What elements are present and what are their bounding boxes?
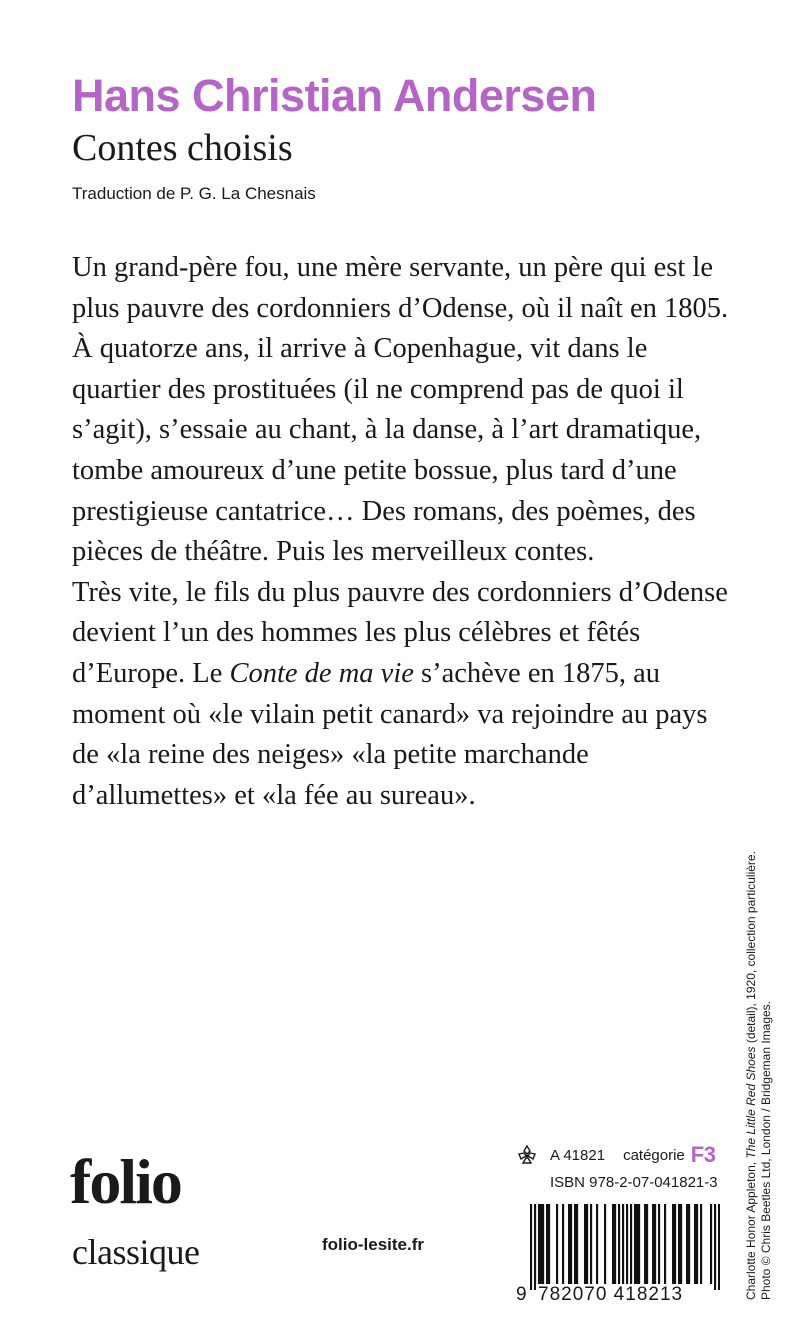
barcode-bar (612, 1204, 614, 1284)
barcode-bar (614, 1204, 616, 1284)
barcode-bar (618, 1204, 620, 1284)
isbn-number: ISBN 978-2-07-041821-3 (550, 1174, 718, 1191)
barcode-bar (576, 1204, 578, 1284)
barcode-bar (630, 1204, 632, 1284)
barcode-bar (568, 1204, 570, 1284)
barcode-bar (556, 1204, 558, 1284)
gallimard-flower-icon (516, 1144, 538, 1166)
barcode-bar (714, 1204, 716, 1290)
credit-line-1-end: (detail), 1920, collection particulière. (744, 851, 758, 1047)
book-codes-block (516, 1142, 721, 1305)
barcode-bar (710, 1204, 712, 1284)
barcode-bar (696, 1204, 698, 1284)
barcode-bar (562, 1204, 564, 1284)
blurb-paragraph-2 (72, 573, 732, 817)
back-cover-blurb (72, 248, 732, 816)
catalog-row (516, 1142, 721, 1168)
barcode-bar (546, 1204, 548, 1284)
category-value: F3 (690, 1142, 716, 1167)
barcode-bar (688, 1204, 690, 1284)
barcode-bar (548, 1204, 550, 1284)
catalog-number: A 41821 (550, 1146, 606, 1164)
blurb-paragraph-1: Un grand-père fou, une mère servante, un père qui est le plus pauvre des cordonniers d’Odense, où il naît en 1805. À quatorze ans, il arrive à Copenhague, vit dans le quartier des prostituées (il ne comprend pas de quoi il s’agit), s’essaie au chant, à la danse, à l’art dramatique, tombe amoureux d’une petite bossue, plus tard d’une prestigieuse cantatrice… Des romans, des poèmes, des pièces de théâtre. Puis les merveilleux contes. (72, 252, 729, 568)
barcode-bar (646, 1204, 648, 1284)
folio-logo-text: folio (70, 1146, 181, 1217)
barcode-bar (654, 1204, 656, 1284)
barcode-bar (604, 1204, 606, 1284)
classique-logo-text: classique (72, 1232, 200, 1272)
barcode-bar (534, 1204, 536, 1290)
barcode-bar (672, 1204, 674, 1284)
barcode-bar (542, 1204, 544, 1284)
blurb-italic-title: Conte de ma vie (229, 657, 414, 689)
translator-credit: Traduction de P. G. La Chesnais (72, 184, 316, 203)
barcode-bar (664, 1204, 666, 1284)
book-title: Contes choisis (72, 127, 293, 169)
barcode-first-digit: 9 (516, 1284, 528, 1305)
barcode-bar (574, 1204, 576, 1284)
barcode-bar (584, 1204, 586, 1284)
barcode-bar (718, 1204, 720, 1290)
publisher-website-link[interactable]: folio-lesite.fr (322, 1235, 425, 1254)
barcode-bar (694, 1204, 696, 1284)
barcode-bar (530, 1204, 532, 1290)
author-name: Hans Christian Andersen (72, 70, 597, 121)
credit-line-1 (744, 780, 759, 1300)
barcode-bar (540, 1204, 542, 1284)
barcode-bar (586, 1204, 588, 1284)
barcode-bar (644, 1204, 646, 1284)
barcode-bar (700, 1204, 702, 1284)
cover-image-credit (744, 780, 784, 1300)
barcode-bar (570, 1204, 572, 1284)
barcode-bar (622, 1204, 624, 1290)
barcode-bar (674, 1204, 676, 1284)
credit-line-1-start: Charlotte Honor Appleton, (744, 1158, 758, 1300)
barcode-bar (590, 1204, 592, 1284)
barcode (516, 1204, 721, 1319)
barcode-bar (638, 1204, 640, 1284)
category-label: catégorie (623, 1146, 685, 1164)
barcode-bar (652, 1204, 654, 1284)
blurb-paragraph-2-end: s’achève en 1875, au moment où «le vilain petit canard» va rejoindre au pays de «la reine des neiges» «la petite marchande d’allumettes» et «la fée au sureau». (72, 657, 708, 811)
barcode-remaining-digits: 782070 418213 (538, 1284, 684, 1305)
barcode-bar (678, 1204, 680, 1284)
credit-line-2: Photo © Chris Beetles Ltd, London / Bridgeman Images. (759, 1000, 773, 1300)
barcode-bar (538, 1204, 540, 1284)
barcode-bar (686, 1204, 688, 1284)
barcode-bar (680, 1204, 682, 1284)
blurb-paragraph-2-start: Très vite, le fils du plus pauvre des cordonniers d’Odense devient l’un des hommes les plus célèbres et fêtés d’Europe. Le (72, 576, 728, 689)
barcode-bar (634, 1204, 636, 1284)
barcode-bar (626, 1204, 628, 1290)
barcode-bar (596, 1204, 598, 1284)
credit-artwork-title: The Little Red Shoes (744, 1046, 758, 1159)
barcode-bar (636, 1204, 638, 1284)
barcode-bars (530, 1204, 720, 1290)
barcode-bar (658, 1204, 660, 1284)
